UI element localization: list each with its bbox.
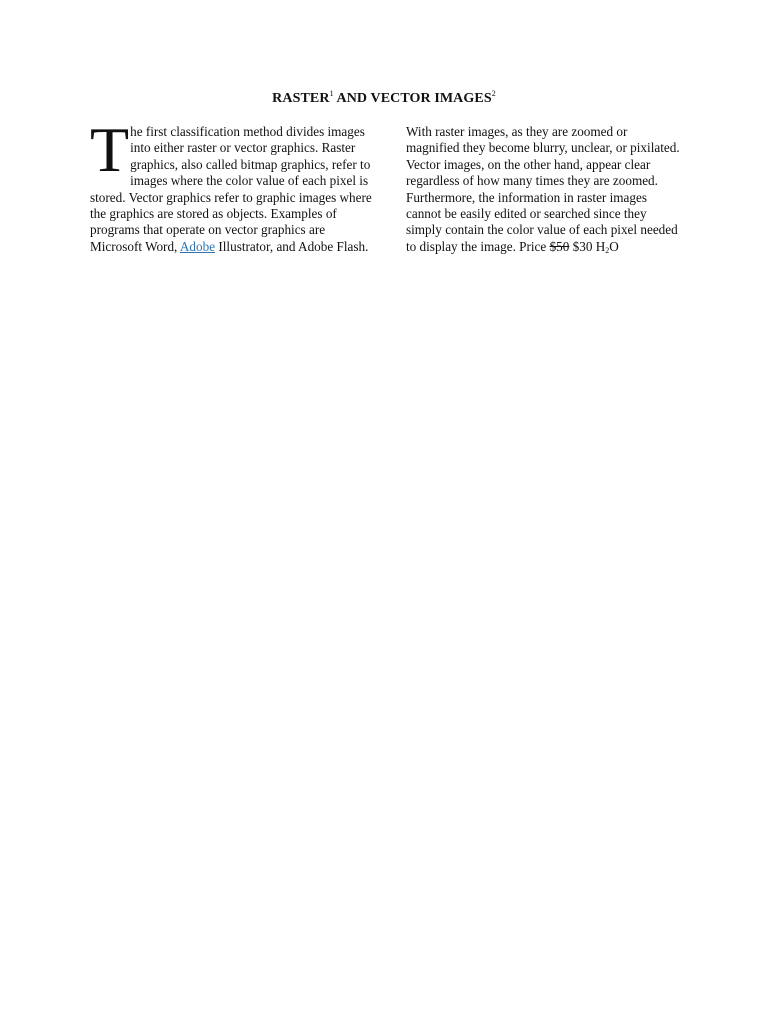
new-price: $30: [572, 238, 593, 254]
left-paragraph: [90, 114, 373, 255]
formula-o: O: [609, 238, 619, 254]
adobe-link[interactable]: Adobe: [179, 238, 216, 254]
formula-h: H: [595, 238, 606, 254]
title-footnote-1: 1: [329, 89, 334, 98]
right-paragraph-text: With raster images, as they are zoomed or magnified they become blurry, unclear, or pixilated. Vector images, on the other hand, appear clear regardless of how many times they are zoomed. Furthermore, the information in raster images cannot be easily edited or searched since they simply contain the color value of each pixel needed to display the image. Price: [406, 124, 680, 254]
right-column: [406, 124, 682, 255]
drop-cap: T: [90, 114, 130, 185]
chemical-formula: [596, 239, 619, 254]
title-text-vector: AND VECTOR IMAGES: [333, 91, 492, 106]
page-title: [0, 91, 768, 107]
old-price: $50: [549, 238, 570, 254]
left-paragraph-text: he first classification method divides images into either raster or vector graphics. Raster graphics, also called bitmap graphics, refer to images where the color value of each pixel is stored. Vector graphics refer to graphic images where the graphics are stored as objects. Examples of programs that operate on vector graphics are Microsoft Word,: [90, 124, 372, 254]
left-paragraph-tail: Illustrator, and Adobe Flash.: [215, 238, 369, 254]
left-column: [90, 114, 373, 255]
title-text-raster: RASTER: [272, 91, 330, 106]
title-footnote-2: 2: [491, 89, 496, 98]
formula-subscript: 2: [605, 245, 610, 255]
right-paragraph: [406, 124, 682, 255]
